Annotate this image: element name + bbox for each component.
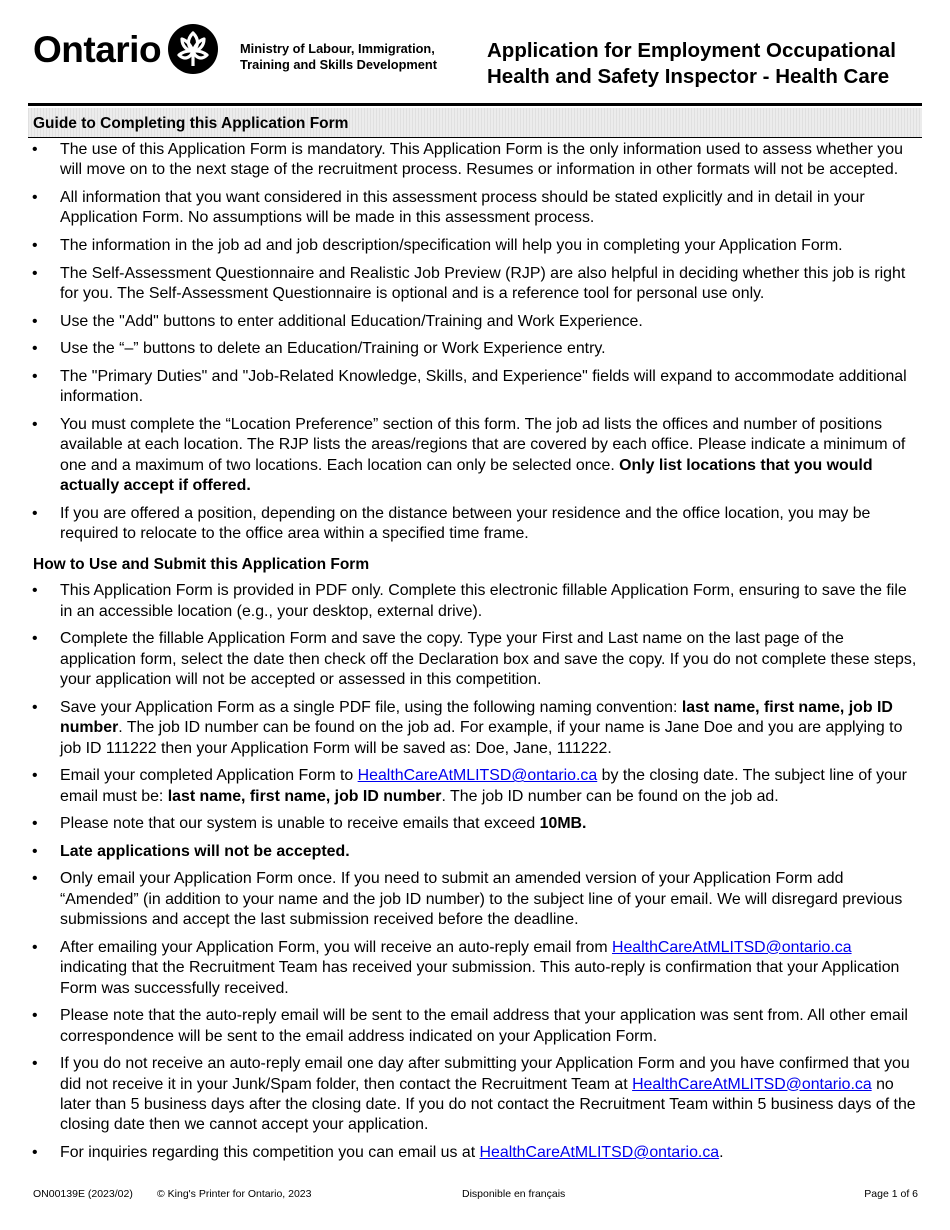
list-item: • This Application Form is provided in PDF only. Complete this electronic fillable Application Form, ensuring to save the file in an accessible location (e.g., your desktop, external drive). (32, 582, 907, 620)
list-item: • Only email your Application Form once. If you need to submit an amended version of your Application Form add “Amended” (in addition to your name and the job ID number) to the subject line of your email. We will disregard previous submissions and accept the last submission received before the deadline. (32, 870, 903, 929)
list-item: • Please note that the auto-reply email will be sent to the email address that your application was sent from. All other email correspondence will be sent to the email address indicated on your Application Form. (32, 1007, 908, 1045)
email-link[interactable]: HealthCareAtMLITSD@ontario.ca (632, 1075, 872, 1093)
list-item: • All information that you want considered in this assessment process should be stated explicitly and in detail in your Application Form. No assumptions will be made in this assessment process. (32, 189, 865, 227)
page-footer (33, 1188, 918, 1202)
list-item: • After emailing your Application Form, you will receive an auto-reply email from HealthCareAtMLITSD@ontario.ca indicating that the Recruitment Team has received your submission. This auto-reply is confirmation that your Application Form was successfully received. (32, 938, 900, 997)
guide-heading: Guide to Completing this Application Form (33, 115, 349, 132)
list-item: • Please note that our system is unable to receive emails that exceed 10MB. (32, 815, 587, 833)
form-title: Application for Employment Occupational Health and Safety Inspector - Health Care (487, 39, 896, 88)
logo-wordmark: Ontario (33, 28, 162, 70)
list-item: • If you do not receive an auto-reply email one day after submitting your Application Form and you have confirmed that you did not receive it in your Junk/Spam folder, then contact the Recruitment Team at HealthCareAtMLITSD@ontario.ca no later than 5 business days after the closing date. If you do not contact the Recruitment Team within 5 business days of the closing date then we cannot accept your application. (32, 1055, 916, 1134)
list-item: • Late applications will not be accepted. (32, 842, 350, 860)
list-item: • The "Primary Duties" and "Job-Related Knowledge, Skills, and Experience" fields will expand to accommodate additional information. (32, 367, 907, 406)
list-item: • If you are offered a position, depending on the distance between your residence and the office location, you may be required to relocate to the office area within a specified time frame. (32, 504, 871, 542)
copyright: © King's Printer for Ontario, 2023 (157, 1188, 312, 1200)
guide-content (28, 140, 922, 1171)
guide-list (28, 140, 922, 544)
ministry-name: Ministry of Labour, Immigration, Training and Skills Development (240, 41, 437, 72)
list-item: • You must complete the “Location Preference” section of this form. The job ad lists the offices and number of positions available at each location. The RJP lists the areas/regions that are covered by each office. Please indicate a minimum of one and a maximum of two locations. Each location can only be selected once. Only list locations that you would actually accept if offered. (32, 415, 906, 494)
email-link[interactable]: HealthCareAtMLITSD@ontario.ca (611, 938, 852, 956)
page-header (0, 0, 950, 106)
list-item: • For inquiries regarding this competition you can email us at HealthCareAtMLITSD@ontario.ca. (32, 1144, 724, 1162)
list-item: • The use of this Application Form is mandatory. This Application Form is the only information used to assess whether you will move on to the next stage of the recruitment process. Resumes or information in other formats will not be accepted. (32, 141, 903, 179)
list-item: • Save your Application Form as a single PDF file, using the following naming convention: last name, first name, job ID number. The job ID number can be found on the job ad. For example, if your name is Jane Doe and you are applying to job ID 111222 then your Application Form will be saved as: Doe, Jane, 111222. (32, 698, 903, 757)
list-item: • Use the “–” buttons to delete an Education/Training or Work Experience entry. (32, 340, 606, 358)
ontario-logo (33, 24, 218, 74)
trillium-icon (168, 24, 218, 74)
submit-heading: How to Use and Submit this Application Form (33, 556, 370, 574)
french-availability: Disponible en français (462, 1188, 566, 1200)
list-item: • The information in the job ad and job description/specification will help you in completing your Application Form. (32, 237, 843, 254)
email-link[interactable]: HealthCareAtMLITSD@ontario.ca (479, 1144, 720, 1162)
form-code: ON00139E (2023/02) (33, 1188, 133, 1200)
list-item: • The Self-Assessment Questionnaire and Realistic Job Preview (RJP) are also helpful in deciding whether this job is right for you. The Self-Assessment Questionnaire is optional and is a reference tool for personal use only. (32, 264, 906, 302)
guide-section-bar (28, 108, 922, 138)
list-item: • Email your completed Application Form to HealthCareAtMLITSD@ontario.ca by the closing date. The subject line of your email must be: last name, first name, job ID number. The job ID number can be found on the job ad. (32, 767, 907, 805)
list-item: • Complete the fillable Application Form and save the copy. Type your First and Last name on the last page of the application form, select the date then check off the Declaration box and save the copy. If you do not complete these steps, your application will not be accepted or assessed in this competition. (32, 630, 917, 689)
submit-list (28, 581, 922, 1163)
header-divider (28, 103, 922, 106)
list-item: • Use the "Add" buttons to enter additional Education/Training and Work Experience. (32, 312, 643, 330)
page-number: Page 1 of 6 (864, 1188, 918, 1200)
email-link[interactable]: HealthCareAtMLITSD@ontario.ca (357, 767, 598, 785)
